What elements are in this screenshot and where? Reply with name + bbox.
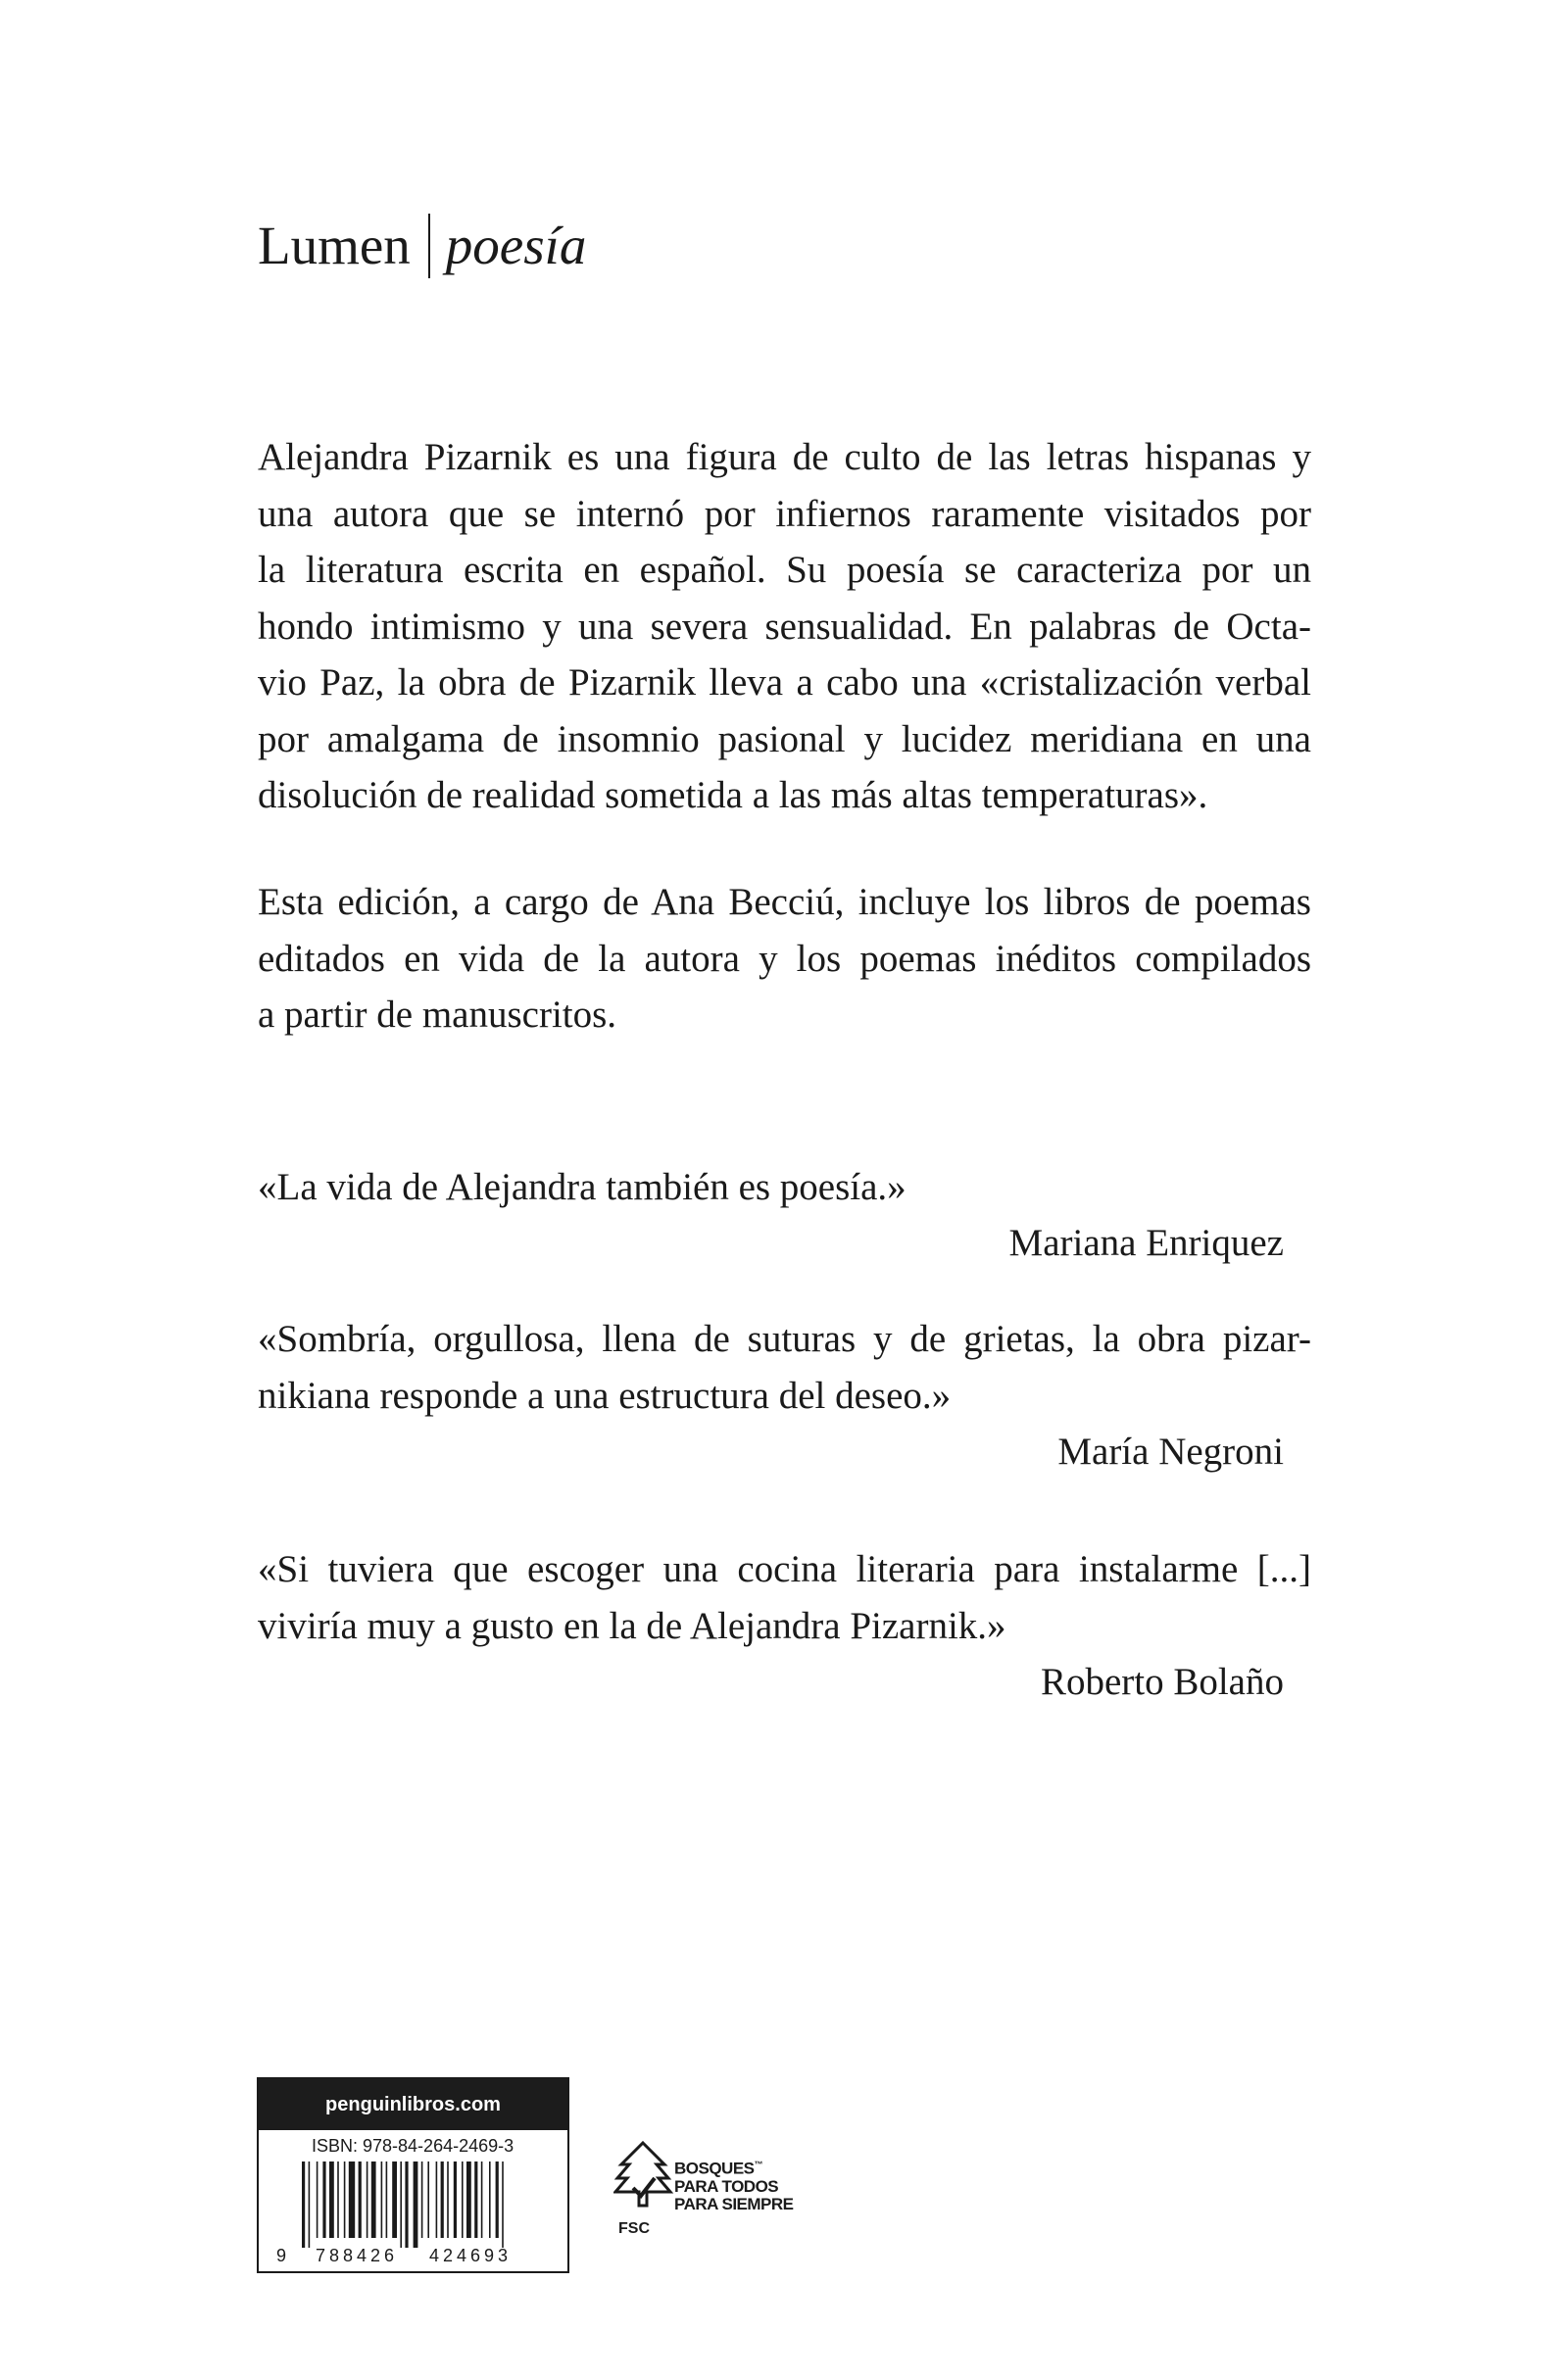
blurb-line: editados en vida de la autora y los poemas inéditos compilados	[258, 937, 1311, 980]
barcode-bar	[421, 2161, 423, 2238]
quote-1-author: Mariana Enriquez	[1008, 1222, 1284, 1264]
fsc-slogan-line2: PARA TODOS	[674, 2176, 779, 2196]
quote-1	[258, 1159, 1311, 1216]
series-header	[258, 214, 586, 278]
quote-3-author: Roberto Bolaño	[1040, 1661, 1284, 1703]
blurb-line: una autora que se internó por infiernos raramente visitados por	[258, 492, 1311, 535]
blurb-line: Esta edición, a cargo de Ana Becciú, incluye los libros de poemas	[258, 881, 1311, 923]
barcode-bar	[344, 2161, 346, 2238]
quote-line: viviría muy a gusto en la de Alejandra Pizarnik.»	[258, 1604, 1006, 1647]
barcode-bar	[489, 2161, 491, 2238]
blurb-paragraph-2	[258, 874, 1311, 1044]
barcode-bar	[405, 2161, 408, 2248]
quote-line: nikiana responde a una estructura del deseo.»	[258, 1374, 952, 1417]
barcode-box	[257, 2077, 569, 2273]
blurb-line: a partir de manuscritos.	[258, 994, 617, 1036]
barcode-bar	[436, 2161, 438, 2238]
fsc-slogan-line3: PARA SIEMPRE	[674, 2194, 794, 2213]
fsc-label: FSC	[618, 2220, 650, 2237]
barcode-digits-right: 424693	[429, 2246, 513, 2265]
quote-line: «La vida de Alejandra también es poesía.»	[258, 1166, 906, 1208]
barcode-bar	[474, 2161, 477, 2238]
barcode-bar	[349, 2161, 355, 2238]
series-subtitle: poesía	[445, 216, 587, 275]
barcode-icon	[272, 2160, 558, 2267]
barcode-bar	[381, 2161, 383, 2238]
blurb-line: vio Paz, la obra de Pizarnik lleva a cabo una «cristalización verbal	[258, 661, 1311, 704]
barcode-bar	[322, 2161, 325, 2238]
blurb-paragraph-1	[258, 429, 1311, 824]
quote-line: «Si tuviera que escoger una cocina literaria para instalarme [...]	[258, 1548, 1311, 1590]
barcode-bar	[337, 2161, 339, 2238]
barcode-bar	[400, 2161, 402, 2248]
blurb-line: disolución de realidad sometida a las más altas temperaturas».	[258, 774, 1208, 816]
barcode-bar	[502, 2161, 504, 2248]
quote-2-author: María Negroni	[1057, 1431, 1284, 1473]
barcode-bar	[454, 2161, 457, 2238]
barcode-digits-left: 788426	[316, 2246, 399, 2265]
barcode-bar	[466, 2161, 471, 2238]
blurb-line: la literatura escrita en español. Su poesía se caracteriza por un	[258, 549, 1311, 591]
quote-2	[258, 1311, 1311, 1424]
barcode-bar	[359, 2161, 362, 2238]
barcode-bar	[386, 2161, 388, 2238]
blurb-line: Alejandra Pizarnik es una figura de culto de las letras hispanas y	[258, 436, 1311, 478]
quote-3	[258, 1541, 1311, 1654]
barcode-bar	[367, 2161, 368, 2238]
barcode-bar	[414, 2161, 418, 2248]
barcode-bar	[392, 2161, 397, 2238]
barcode-digit-lead: 9	[276, 2246, 287, 2265]
quote-line: «Sombría, orgullosa, llena de suturas y de grietas, la obra pizar-	[258, 1318, 1311, 1360]
blurb-line: por amalgama de insomnio pasional y lucidez meridiana en una	[258, 717, 1311, 760]
fsc-trademark: ™	[754, 2160, 763, 2169]
fsc-slogan-line1: BOSQUES	[674, 2159, 755, 2178]
publisher-name: Lumen	[258, 216, 411, 275]
barcode-bar	[329, 2161, 334, 2238]
barcode-bar	[462, 2161, 464, 2238]
fsc-slogan	[674, 2156, 794, 2213]
barcode-bar	[427, 2161, 429, 2238]
barcode-bar	[302, 2161, 305, 2248]
barcode-bar	[496, 2161, 499, 2238]
barcode-bar	[441, 2161, 444, 2238]
barcode-bar	[317, 2161, 318, 2238]
blurb-line: hondo intimismo y una severa sensualidad. En palabras de Octa-	[258, 605, 1311, 648]
isbn-label: ISBN: 978-84-264-2469-3	[312, 2136, 514, 2156]
barcode-bar	[481, 2161, 483, 2238]
series-divider	[428, 214, 430, 278]
barcode-bar	[309, 2161, 311, 2248]
barcode-bar	[447, 2161, 449, 2238]
barcode-bar	[371, 2161, 376, 2238]
publisher-website: penguinlibros.com	[259, 2079, 567, 2130]
